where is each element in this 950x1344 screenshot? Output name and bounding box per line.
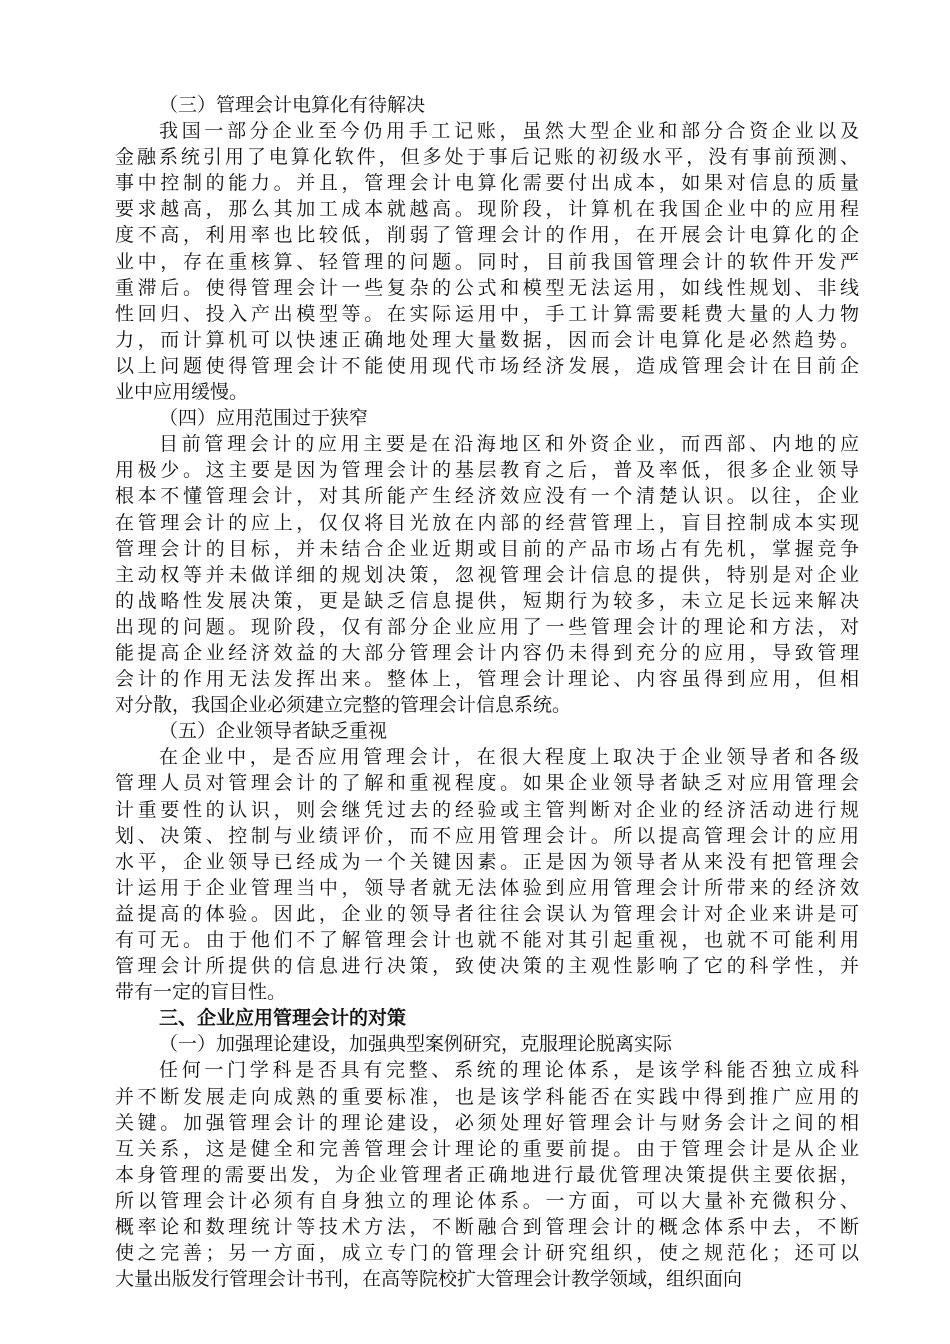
text-line: 主动权等并未做详细的规划决策，忽视管理会计信息的提供，特别是对企业 <box>115 563 859 586</box>
text-line: 管理会计所提供的信息进行决策，致使决策的主观性影响了它的科学性，并 <box>115 955 859 978</box>
subsection-heading <box>115 1031 859 1057</box>
text-line: 的战略性发展决策，更是缺乏信息提供，短期行为较多，未立足长远来解决 <box>115 589 859 612</box>
text-line: 使之完善；另一方面，成立专门的管理会计研究组织，使之规范化；还可以 <box>115 1242 859 1265</box>
text-line: 任何一门学科是否具有完整、系统的理论体系，是该学科能否独立成科 <box>159 1059 859 1082</box>
text-line: 能提高企业经济效益的大部分管理会计内容仍未得到充分的应用，导致管理 <box>115 641 859 664</box>
text-line: 本身管理的需要出发，为企业管理者正确地进行最优管理决策提供主要依据， <box>115 1163 859 1186</box>
text-line: 业中，存在重核算、轻管理的问题。同时，目前我国管理会计的软件开发严 <box>115 250 859 273</box>
text-line: 金融系统引用了电算化软件，但多处于事后记账的初级水平，没有事前预测、 <box>115 146 859 169</box>
text-line: 管理会计的目标，并未结合企业近期或目前的产品市场占有先机，掌握竞争 <box>115 537 859 560</box>
text-line: 三、企业应用管理会计的对策 <box>159 1007 407 1030</box>
text-line: 并不断发展走向成熟的重要标准，也是该学科能否在实践中得到推广应用的 <box>115 1085 859 1108</box>
text-line: （四）应用范围过于狭窄 <box>159 407 369 430</box>
text-line: 益提高的体验。因此，企业的领导者往往会误认为管理会计对企业来讲是可 <box>115 902 859 925</box>
text-line: 性回归、投入产出模型等。在实际运用中，手工计算需要耗费大量的人力物 <box>115 302 859 325</box>
text-line: 业中应用缓慢。 <box>115 381 249 404</box>
text-line: 大量出版发行管理会计书刊，在高等院校扩大管理会计教学领域，组织面向 <box>115 1268 743 1291</box>
paragraph <box>115 118 859 405</box>
text-line: 以上问题使得管理会计不能使用现代市场经济发展，造成管理会计在目前企 <box>115 354 859 377</box>
text-line: （一）加强理论建设，加强典型案例研究，克服理论脱离实际 <box>159 1033 673 1056</box>
text-line: 在企业中，是否应用管理会计，在很大程度上取决于企业领导者和各级 <box>159 746 859 769</box>
subsection-heading <box>115 718 859 744</box>
text-line: 力，而计算机可以快速正确地处理大量数据，因而会计电算化是必然趋势。 <box>115 328 859 351</box>
text-line: （五）企业领导者缺乏重视 <box>159 720 388 743</box>
text-line: 所以管理会计必须有自身独立的理论体系。一方面，可以大量补充微积分、 <box>115 1189 859 1212</box>
text-line: 水平，企业领导已经成为一个关键因素。正是因为领导者从来没有把管理会 <box>115 850 859 873</box>
text-line: 要求越高，那么其加工成本就越高。现阶段，计算机在我国企业中的应用程 <box>115 198 859 221</box>
paragraph <box>115 744 859 1005</box>
paragraph <box>115 1057 859 1292</box>
text-line: 用极少。这主要是因为管理会计的基层教育之后，普及率低，很多企业领导 <box>115 459 859 482</box>
text-line: 互关系，这是健全和完善管理会计理论的重要前提。由于管理会计是从企业 <box>115 1137 859 1160</box>
text-line: 对分散，我国企业必须建立完整的管理会计信息系统。 <box>115 694 572 717</box>
text-line: 计运用于企业管理当中，领导者就无法体验到应用管理会计所带来的经济效 <box>115 876 859 899</box>
text-line: 管理人员对管理会计的了解和重视程度。如果企业领导者缺乏对应用管理会 <box>115 772 859 795</box>
text-line: 带有一定的盲目性。 <box>115 981 287 1004</box>
text-line: 有可无。由于他们不了解管理会计也就不能对其引起重视，也就不可能利用 <box>115 929 859 951</box>
document-page <box>115 92 859 1292</box>
text-line: 事中控制的能力。并且，管理会计电算化需要付出成本，如果对信息的质量 <box>115 172 859 195</box>
subsection-heading <box>115 92 859 118</box>
text-line: 度不高，利用率也比较低，削弱了管理会计的作用，在开展会计电算化的企 <box>115 224 859 247</box>
text-line: 根本不懂管理会计，对其所能产生经济效应没有一个清楚认识。以往，企业 <box>115 485 859 508</box>
text-line: 我国一部分企业至今仍用手工记账，虽然大型企业和部分合资企业以及 <box>159 120 859 143</box>
paragraph <box>115 431 859 718</box>
text-line: 会计的作用无法发挥出来。整体上，管理会计理论、内容虽得到应用，但相 <box>115 668 859 691</box>
text-line: 计重要性的认识，则会继凭过去的经验或主管判断对企业的经济活动进行规 <box>115 798 859 821</box>
text-line: 概率论和数理统计等技术方法，不断融合到管理会计的概念体系中去，不断 <box>115 1216 859 1239</box>
text-line: （三）管理会计电算化有待解决 <box>159 94 426 116</box>
subsection-heading <box>115 405 859 431</box>
text-line: 在管理会计的应上，仅仅将目光放在内部的经营管理上，盲目控制成本实现 <box>115 511 859 534</box>
text-line: 划、决策、控制与业绩评价，而不应用管理会计。所以提高管理会计的应用 <box>115 824 859 847</box>
text-line: 重滞后。使得管理会计一些复杂的公式和模型无法运用，如线性规划、非线 <box>115 276 859 299</box>
text-line: 出现的问题。现阶段，仅有部分企业应用了一些管理会计的理论和方法，对 <box>115 615 859 638</box>
text-line: 目前管理会计的应用主要是在沿海地区和外资企业，而西部、内地的应 <box>159 433 859 456</box>
section-heading <box>115 1005 859 1031</box>
text-line: 关键。加强管理会计的理论建设，必须处理好管理会计与财务会计之间的相 <box>115 1111 859 1134</box>
